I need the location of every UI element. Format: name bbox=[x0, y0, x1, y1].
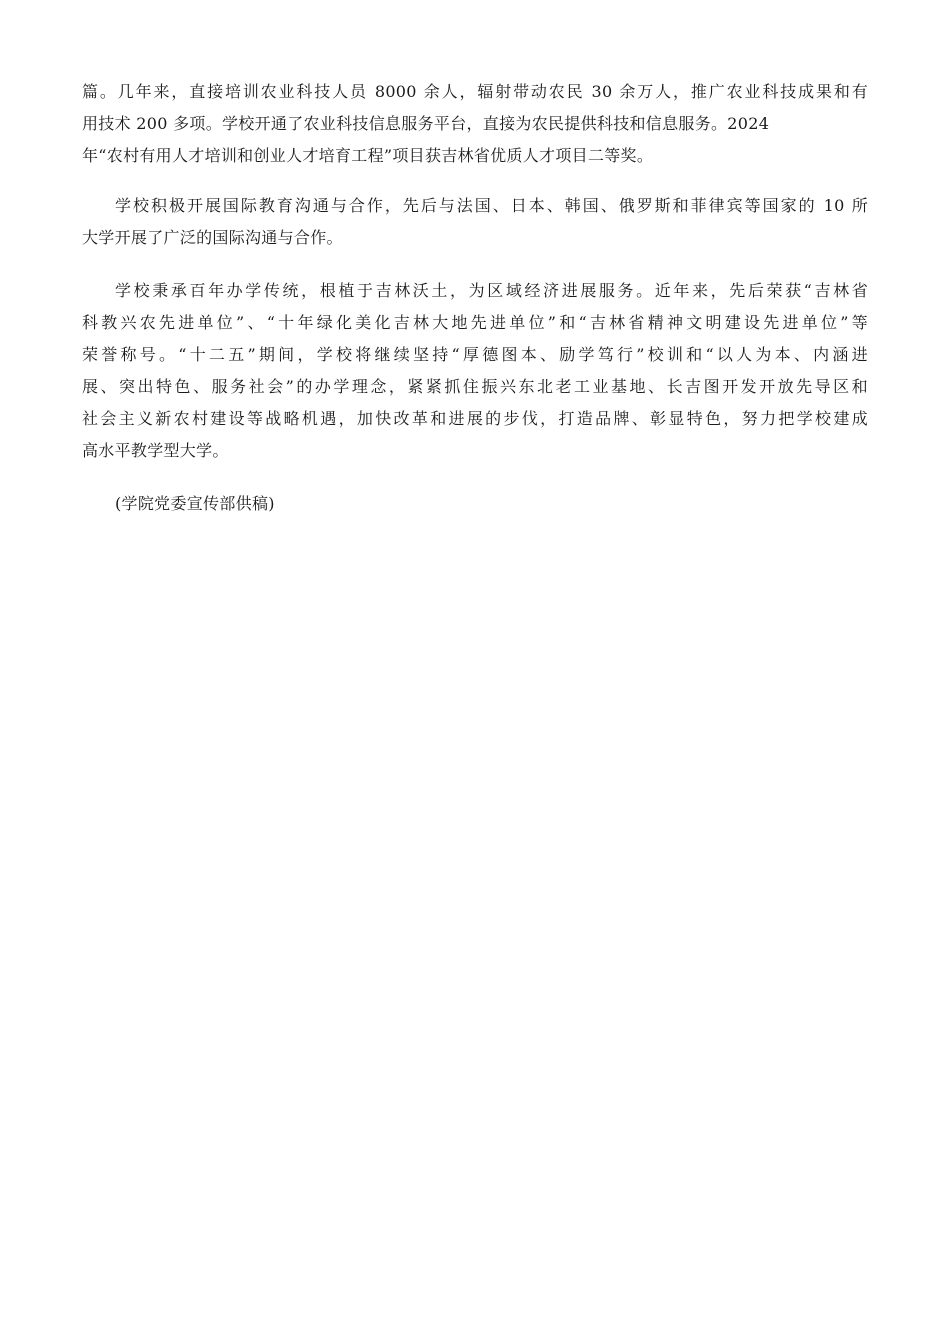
paragraph-line: 学校秉承百年办学传统，根植于吉林沃土，为区域经济进展服务。近年来，先后荣获“吉林省 bbox=[115, 281, 868, 300]
paragraph-line: 学校积极开展国际教育沟通与合作，先后与法国、日本、韩国、俄罗斯和菲律宾等国家的 10 所 bbox=[115, 196, 868, 215]
paragraph-line: 篇。几年来，直接培训农业科技人员 8000 余人，辐射带动农民 30 余万人，推广农业科技成果和有 bbox=[82, 82, 868, 101]
paragraph-line: 大学开展了广泛的国际沟通与合作。 bbox=[82, 228, 343, 247]
paragraph-line: 展、突出特色、服务社会”的办学理念，紧紧抓住振兴东北老工业基地、长吉图开发开放先导区和 bbox=[82, 377, 868, 396]
paragraph-line: 用技术 200 多项。学校开通了农业科技信息服务平台，直接为农民提供科技和信息服务。2024 bbox=[82, 114, 770, 133]
paragraph-international-cooperation bbox=[82, 190, 868, 254]
paragraph-achievements bbox=[82, 76, 868, 172]
paragraph-line: 高水平教学型大学。 bbox=[82, 441, 229, 460]
source-credit: (学院党委宣传部供稿) bbox=[115, 494, 275, 513]
paragraph-line: 年“农村有用人才培训和创业人才培育工程”项目获吉林省优质人才项目二等奖。 bbox=[82, 146, 654, 165]
document-page bbox=[82, 76, 868, 520]
paragraph-tradition-and-honors bbox=[82, 275, 868, 467]
paragraph-line: 科教兴农先进单位”、“十年绿化美化吉林大地先进单位”和“吉林省精神文明建设先进单位”等 bbox=[82, 313, 868, 332]
paragraph-line: 社会主义新农村建设等战略机遇，加快改革和进展的步伐，打造品牌、彰显特色，努力把学校建成 bbox=[82, 409, 868, 428]
paragraph-line: 荣誉称号。“十二五”期间，学校将继续坚持“厚德图本、励学笃行”校训和“以人为本、内涵进 bbox=[82, 345, 868, 364]
